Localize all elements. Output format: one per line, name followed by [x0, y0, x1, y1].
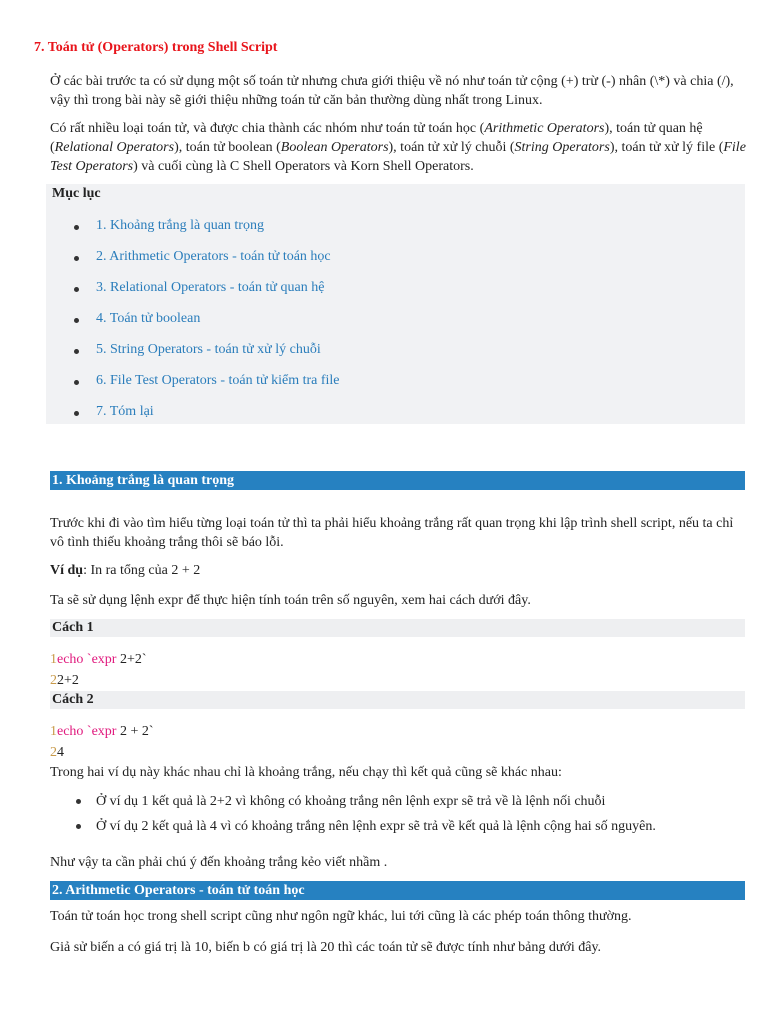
toc-list [46, 206, 340, 423]
toc-link-6[interactable]: 6. File Test Operators - toán tử kiểm tra file [46, 361, 340, 392]
code-block-2-line-2: 24 [50, 745, 64, 760]
toc-link-1[interactable]: 1. Khoảng trắng là quan trọng [46, 206, 340, 237]
code-block-2-line-1: 1echo `expr 2 + 2` [50, 724, 154, 739]
code-block-1-line-1: 1echo `expr 2+2` [50, 652, 147, 667]
section-1-heading: 1. Khoảng trắng là quan trọng [50, 471, 745, 490]
toc-link-2[interactable]: 2. Arithmetic Operators - toán tử toán học [46, 237, 340, 268]
section-1-paragraph-4: Như vậy ta cần phải chú ý đến khoảng trắng kẻo viết nhầm . [50, 855, 388, 870]
page-title: 7. Toán tử (Operators) trong Shell Script [34, 40, 278, 55]
toc-link-5[interactable]: 5. String Operators - toán tử xử lý chuỗi [46, 330, 340, 361]
code-block-1-line-2: 22+2 [50, 673, 79, 688]
section-1-paragraph-3: Trong hai ví dụ này khác nhau chỉ là khoảng trắng, nếu chạy thì kết quả cũng sẽ khác nhau: [50, 765, 562, 780]
bullet-item-2: Ở ví dụ 2 kết quả là 4 vì có khoảng trắng nên lệnh expr sẽ trả về kết quả là lệnh cộng hai số nguyên. [96, 819, 656, 834]
table-of-contents [46, 184, 745, 424]
bullet-item-1: Ở ví dụ 1 kết quả là 2+2 vì không có khoảng trắng nên lệnh expr sẽ trả về là lệnh nối chuỗi [96, 794, 606, 809]
section-2-heading: 2. Arithmetic Operators - toán tử toán học [50, 881, 745, 900]
section-1-paragraph-1: Trước khi đi vào tìm hiểu từng loại toán tử thì ta phải hiểu khoảng trắng rất quan trọng khi lập trình shell script, nếu ta chỉ vô tình thiếu khoảng trắng thôi sẽ báo lỗi. [50, 516, 734, 550]
toc-link-4[interactable]: 4. Toán tử boolean [46, 299, 340, 330]
section-2-paragraph-2: Giả sử biến a có giá trị là 10, biến b có giá trị là 20 thì các toán tử sẽ được tính như bảng dưới đây. [50, 940, 602, 955]
section-2-paragraph-1: Toán tử toán học trong shell script cũng như ngôn ngữ khác, lui tới cũng là các phép toán thông thường. [50, 909, 632, 924]
section-1-paragraph-2: Ta sẽ sử dụng lệnh expr để thực hiện tính toán trên số nguyên, xem hai cách dưới đây. [50, 593, 531, 608]
toc-link-3[interactable]: 3. Relational Operators - toán tử quan hệ [46, 268, 340, 299]
toc-link-7[interactable]: 7. Tóm lại [46, 392, 340, 423]
toc-heading: Mục lục [52, 186, 101, 201]
intro-paragraph-2: Có rất nhiều loại toán tử, và được chia thành các nhóm như toán tử toán học (Arithmetic Operators), toán tử quan hệ (Relational Operators), toán tử boolean (Boolean Operators), toán tử xử lý chuỗi (String Operators), toán tử xử lý file (File Test Operators) và cuối cùng là C Shell Operators và Korn Shell Operators. [50, 121, 746, 174]
example-line: Ví dụ: In ra tổng của 2 + 2 [50, 563, 201, 578]
way-1-heading: Cách 1 [50, 619, 745, 637]
intro-paragraph-1: Ở các bài trước ta có sử dụng một số toán tử nhưng chưa giới thiệu về nó như toán tử cộng (+) trừ (-) nhân (\*) và chia (/), vậy thì trong bài này sẽ giới thiệu những toán tử căn bản thường dùng nhất trong Linux. [50, 74, 734, 108]
way-2-heading: Cách 2 [50, 691, 745, 709]
